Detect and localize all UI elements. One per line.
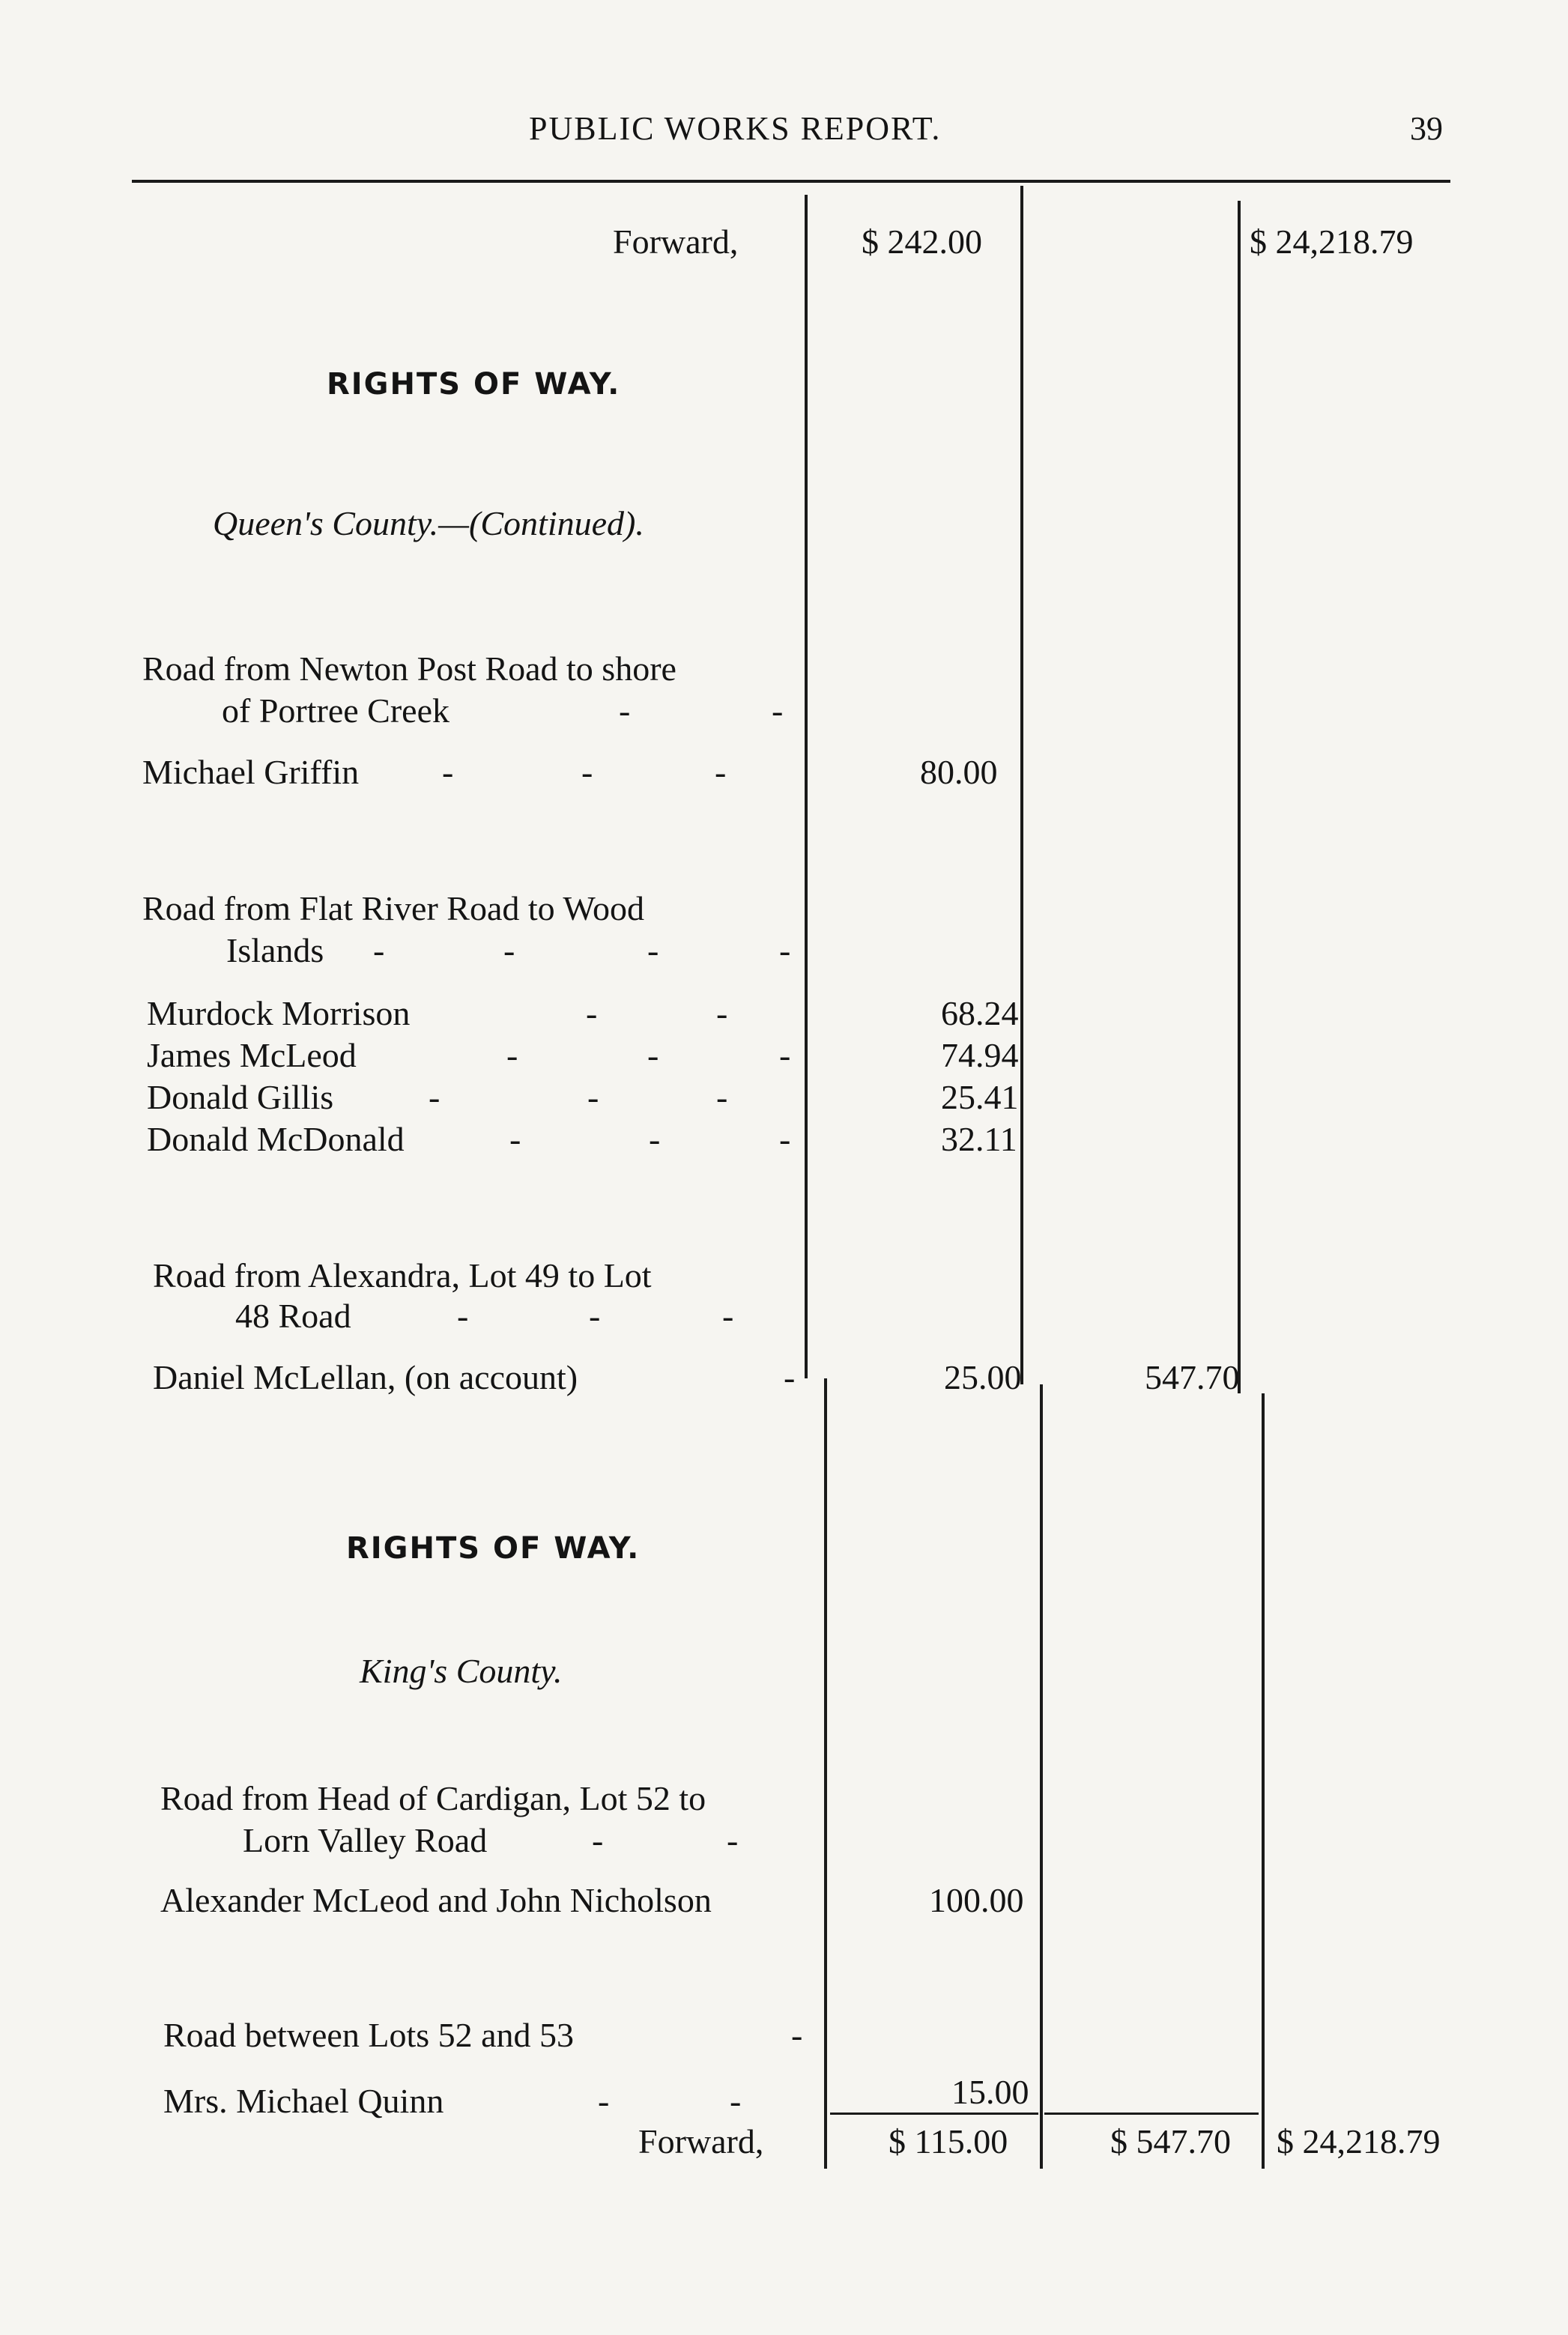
leader-dash: - [442,753,454,791]
column-divider-3-lower [1262,1393,1265,2169]
forward-top-col1: $ 242.00 [862,222,982,261]
column-divider-1 [805,195,808,1378]
leader-dash: - [722,1297,734,1335]
payee-name: Alexander McLeod and John Nicholson [160,1881,712,1919]
road-title-line1: Road from Alexandra, Lot 49 to Lot [153,1256,652,1294]
payee-name: Michael Griffin [142,753,360,791]
payee-name: Donald Gillis [147,1078,334,1116]
page-title: PUBLIC WORKS REPORT. [529,110,942,147]
leader-dash: - [581,753,593,791]
leader-dash: - [784,1358,796,1396]
leader-dash: - [589,1297,601,1335]
leader-dash: - [429,1078,441,1116]
leader-dash: - [586,994,598,1032]
column-divider-1-lower [824,1378,827,2169]
leader-dash: - [716,994,728,1032]
leader-dash: - [772,691,784,730]
leader-dash: - [598,2082,610,2120]
leader-dash: - [716,1078,728,1116]
forward-label-bottom: Forward, [638,2122,764,2160]
leader-dash: - [587,1078,599,1116]
payee-name: Murdock Morrison [147,994,411,1032]
road-title-line2: of Portree Creek [222,691,449,730]
payment-amount: 25.41 [941,1078,1019,1116]
payee-name: Mrs. Michael Quinn [163,2082,444,2120]
payment-amount: 74.94 [941,1036,1019,1074]
road-title-line2: 48 Road [235,1297,351,1335]
road-title-line1: Road from Head of Cardigan, Lot 52 to [160,1779,706,1817]
header-rule [132,180,1450,183]
payment-amount: 68.24 [941,994,1019,1032]
payment-amount: 80.00 [920,753,998,791]
county-heading-queens: Queen's County.—(Continued). [213,504,644,542]
forward-bottom-col1: $ 115.00 [889,2122,1008,2160]
section-heading-kings: RIGHTS OF WAY. [346,1531,641,1566]
leader-dash: - [592,1821,604,1859]
payee-name: James McLeod [147,1036,357,1074]
payment-amount: 15.00 [951,2073,1029,2111]
leader-dash: - [506,1036,518,1074]
sum-rule-col1 [830,2113,1038,2115]
payee-name: Donald McDonald [147,1120,405,1158]
leader-dash: - [649,1120,661,1158]
payee-name: Daniel McLellan, (on account) [153,1358,578,1396]
leader-dash: - [373,931,385,969]
leader-dash: - [619,691,631,730]
leader-dash: - [457,1297,469,1335]
sum-rule-col2 [1044,2113,1259,2115]
leader-dash: - [779,1120,791,1158]
forward-bottom-col3: $ 24,218.79 [1277,2122,1441,2160]
payment-amount: 32.11 [941,1120,1017,1158]
forward-label-top: Forward, [613,222,739,261]
road-title-line1: Road from Flat River Road to Wood [142,889,645,927]
payment-amount: 25.00 [944,1358,1022,1396]
page-number: 39 [1410,110,1443,147]
road-title-line2: Lorn Valley Road [243,1821,488,1859]
section-heading-queens: RIGHTS OF WAY. [327,367,621,402]
payment-amount: 100.00 [929,1881,1024,1919]
leader-dash: - [730,2082,742,2120]
column-divider-3 [1238,201,1241,1393]
leader-dash: - [647,931,659,969]
leader-dash: - [715,753,727,791]
leader-dash: - [779,931,791,969]
column-divider-2 [1020,186,1023,1384]
leader-dash: - [509,1120,521,1158]
leader-dash: - [779,1036,791,1074]
column-divider-2-lower [1040,1384,1043,2169]
county-heading-kings: King's County. [360,1652,563,1690]
leader-dash: - [647,1036,659,1074]
road-title-line1: Road from Newton Post Road to shore [142,649,676,688]
leader-dash: - [791,2016,803,2054]
forward-bottom-col2: $ 547.70 [1110,2122,1231,2160]
road-title-line2: Islands [226,931,324,969]
forward-top-col3: $ 24,218.79 [1250,222,1414,261]
section-total: 547.70 [1145,1358,1240,1396]
leader-dash: - [727,1821,739,1859]
leader-dash: - [503,931,515,969]
road-title-line1: Road between Lots 52 and 53 [163,2016,575,2054]
